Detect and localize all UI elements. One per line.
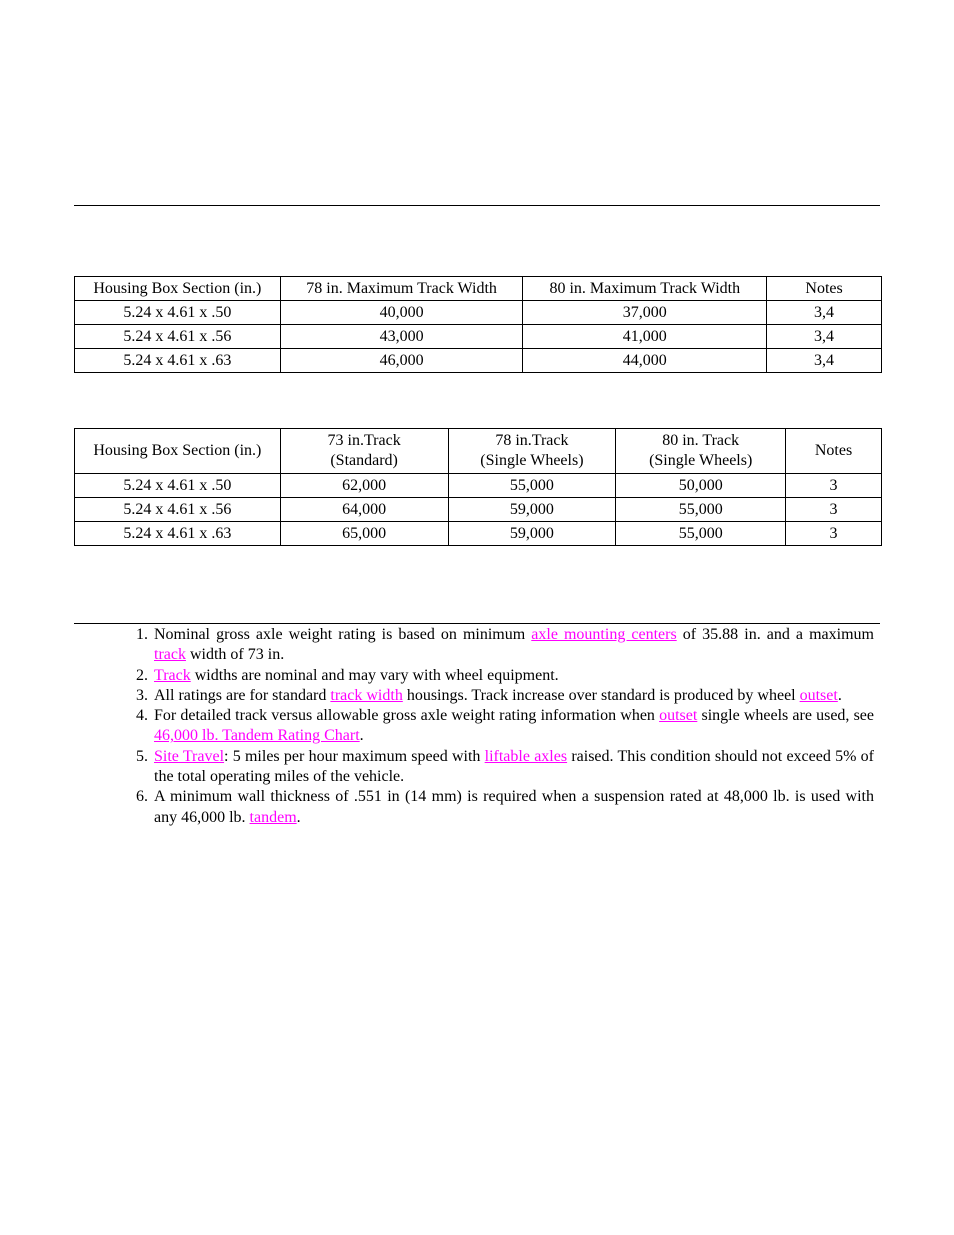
glossary-link[interactable]: track [154, 646, 186, 664]
note-text: width of 73 in. [185, 646, 285, 664]
rating-table-78-80 [74, 276, 882, 373]
table-row [75, 474, 882, 498]
table-header-row [75, 277, 882, 301]
column-header [786, 429, 882, 474]
table-row [75, 325, 882, 349]
glossary-link[interactable]: Track [154, 666, 191, 684]
note-text: . [837, 686, 842, 704]
table-cell: 64,000 [280, 498, 448, 522]
note-text: All ratings are for standard [154, 686, 331, 704]
column-header [448, 429, 616, 474]
table-row [75, 522, 882, 546]
note-number: 2. [136, 666, 148, 684]
table-cell: 5.24 x 4.61 x .63 [75, 522, 281, 546]
column-header [75, 429, 281, 474]
table-cell: 55,000 [448, 474, 616, 498]
table-cell: 44,000 [523, 349, 767, 373]
note-text: of 35.88 in. and a maximum [676, 626, 874, 643]
table-row [75, 498, 882, 522]
column-header-line2: (Single Wheels) [649, 452, 753, 469]
table-cell: 3,4 [767, 349, 882, 373]
table-cell: 55,000 [616, 522, 786, 546]
table-cell: 5.24 x 4.61 x .50 [75, 474, 281, 498]
note-number: 6. [136, 788, 148, 806]
note-text: raised. This condition should not exceed 5% of the total operating miles of the vehicle. [154, 747, 875, 786]
column-header-line2: (Standard) [330, 452, 398, 469]
table-row [75, 349, 882, 373]
table-cell: 3 [786, 522, 882, 546]
table-cell: 62,000 [280, 474, 448, 498]
table-cell: 3 [786, 498, 882, 522]
table-cell: 37,000 [523, 301, 767, 325]
notes-rule [74, 623, 880, 624]
column-header-line1: 80 in. Track [662, 432, 740, 449]
table-cell: 5.24 x 4.61 x .63 [75, 349, 281, 373]
notes-list [136, 625, 874, 828]
note-item [136, 706, 874, 747]
table-cell: 50,000 [616, 474, 786, 498]
note-item [136, 625, 874, 666]
column-header-line2: (Single Wheels) [480, 452, 584, 469]
glossary-link[interactable]: outset [799, 686, 838, 704]
glossary-link[interactable]: axle mounting centers [531, 626, 677, 643]
table-header-row [75, 429, 882, 474]
note-number: 5. [136, 747, 148, 765]
glossary-link[interactable]: Site Travel [154, 747, 225, 765]
note-number: 3. [136, 686, 148, 704]
column-header-line1: Housing Box Section (in.) [93, 442, 262, 459]
table-cell: 59,000 [448, 522, 616, 546]
table-cell: 3,4 [767, 301, 882, 325]
table-cell: 59,000 [448, 498, 616, 522]
note-text: For detailed track versus allowable gross axle weight rating information when [154, 707, 660, 725]
note-item [136, 666, 874, 686]
note-number: 4. [136, 707, 148, 725]
column-header: Housing Box Section (in.) [75, 277, 281, 301]
table-cell: 55,000 [616, 498, 786, 522]
note-text: Nominal gross axle weight rating is based on minimum [154, 626, 532, 643]
table-cell: 3 [786, 474, 882, 498]
note-text: single wheels are used, see [697, 707, 875, 725]
table-cell: 5.24 x 4.61 x .50 [75, 301, 281, 325]
table-cell: 43,000 [280, 325, 523, 349]
table-cell: 40,000 [280, 301, 523, 325]
table-cell: 65,000 [280, 522, 448, 546]
column-header [616, 429, 786, 474]
glossary-link[interactable]: 46,000 lb. Tandem Rating Chart [154, 727, 360, 745]
table-cell: 5.24 x 4.61 x .56 [75, 498, 281, 522]
column-header-line1: 73 in.Track [327, 432, 401, 449]
rating-table-73-78-80 [74, 428, 882, 546]
glossary-link[interactable]: liftable axles [484, 747, 568, 765]
header-rule [74, 205, 880, 206]
table-cell: 46,000 [280, 349, 523, 373]
table-cell: 5.24 x 4.61 x .56 [75, 325, 281, 349]
note-text: A minimum wall thickness of .551 in (14 mm) is required when a suspension rated at 48,000 lb. is used with any 46,000 lb. [154, 788, 874, 826]
note-text: housings. Track increase over standard is produced by wheel [402, 686, 800, 704]
column-header-line1: Notes [814, 442, 853, 459]
glossary-link[interactable]: track width [330, 686, 403, 704]
table-cell: 3,4 [767, 325, 882, 349]
column-header-line1: 78 in.Track [495, 432, 569, 449]
note-item [136, 787, 874, 828]
column-header [280, 429, 448, 474]
table-row [75, 301, 882, 325]
note-text: . [359, 727, 364, 745]
note-text: widths are nominal and may vary with wheel equipment. [190, 666, 559, 684]
note-item [136, 747, 874, 788]
glossary-link[interactable]: outset [659, 707, 698, 725]
glossary-link[interactable]: tandem [249, 808, 297, 826]
note-item [136, 686, 874, 706]
note-text: : 5 miles per hour maximum speed with [224, 747, 485, 765]
column-header: 78 in. Maximum Track Width [280, 277, 523, 301]
note-text: . [296, 808, 301, 826]
column-header: 80 in. Maximum Track Width [523, 277, 767, 301]
column-header: Notes [767, 277, 882, 301]
table-cell: 41,000 [523, 325, 767, 349]
note-number: 1. [136, 626, 148, 643]
